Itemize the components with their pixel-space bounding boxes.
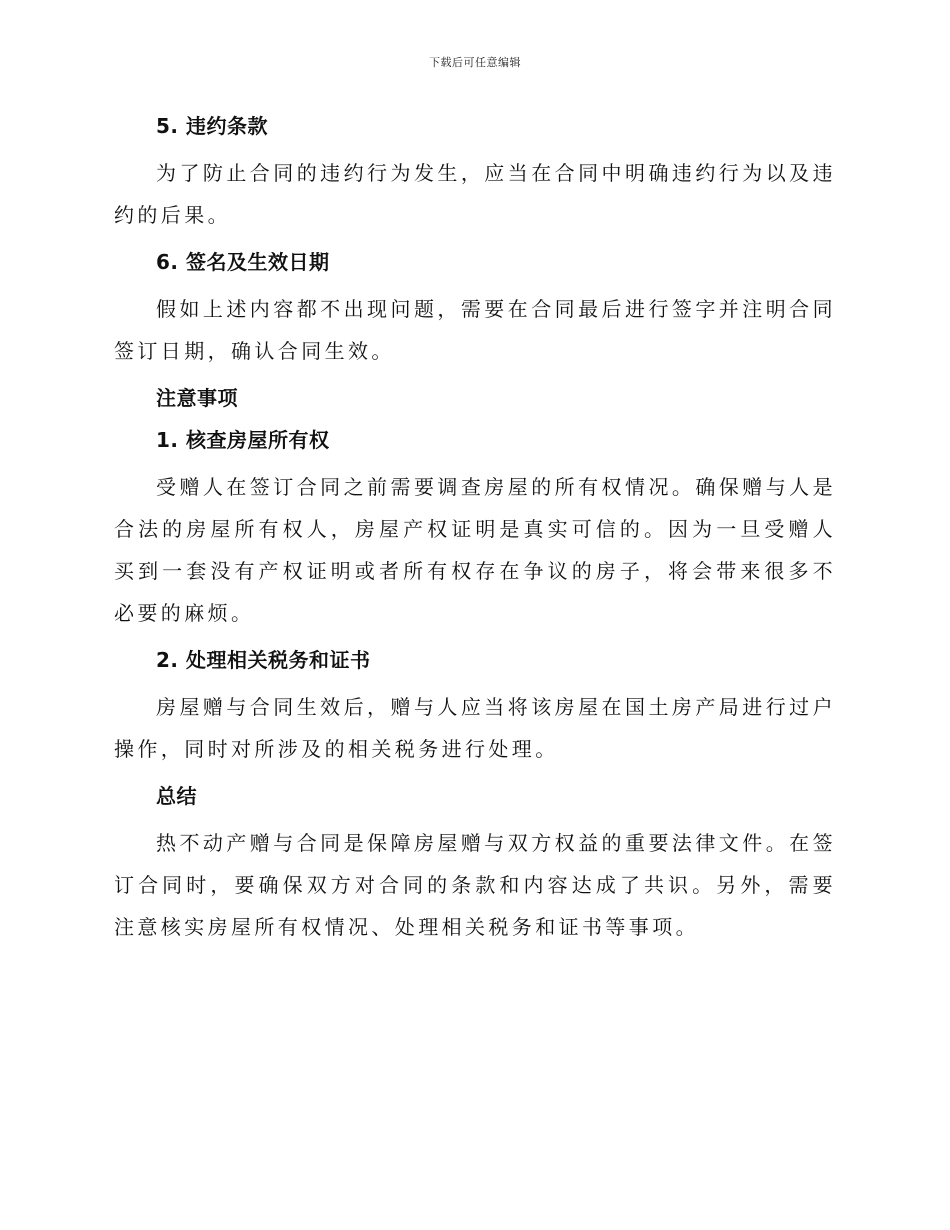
section-heading-notes: 注意事项 [156,386,238,410]
section-paragraph-breach: 为了防止合同的违约行为发生，应当在合同中明确违约行为以及违约的后果。 [114,161,836,227]
section-paragraph-signature: 假如上述内容都不出现问题，需要在合同最后进行签字并注明合同签订日期，确认合同生效。 [114,297,836,363]
page-header: 下载后可任意编辑 [429,56,521,69]
section-heading-breach: 5. 违约条款 [156,114,268,138]
section-paragraph-summary: 热不动产赠与合同是保障房屋赠与双方权益的重要法律文件。在签订合同时，要确保双方对合同的条款和内容达成了共识。另外，需要注意核实房屋所有权情况、处理相关税务和证书等事项。 [114,831,836,939]
section-heading-signature: 6. 签名及生效日期 [156,250,330,274]
section-heading-ownership: 1. 核查房屋所有权 [156,428,330,452]
section-paragraph-ownership: 受赠人在签订合同之前需要调查房屋的所有权情况。确保赠与人是合法的房屋所有权人，房屋产权证明是真实可信的。因为一旦受赠人买到一套没有产权证明或者所有权存在争议的房子，将会带来很多不必要的麻烦。 [114,475,836,625]
document-body [114,110,836,948]
section-heading-tax: 2. 处理相关税务和证书 [156,648,371,672]
section-paragraph-tax: 房屋赠与合同生效后，赠与人应当将该房屋在国土房产局进行过户操作，同时对所涉及的相关税务进行处理。 [114,695,836,761]
section-heading-summary: 总结 [156,784,197,808]
